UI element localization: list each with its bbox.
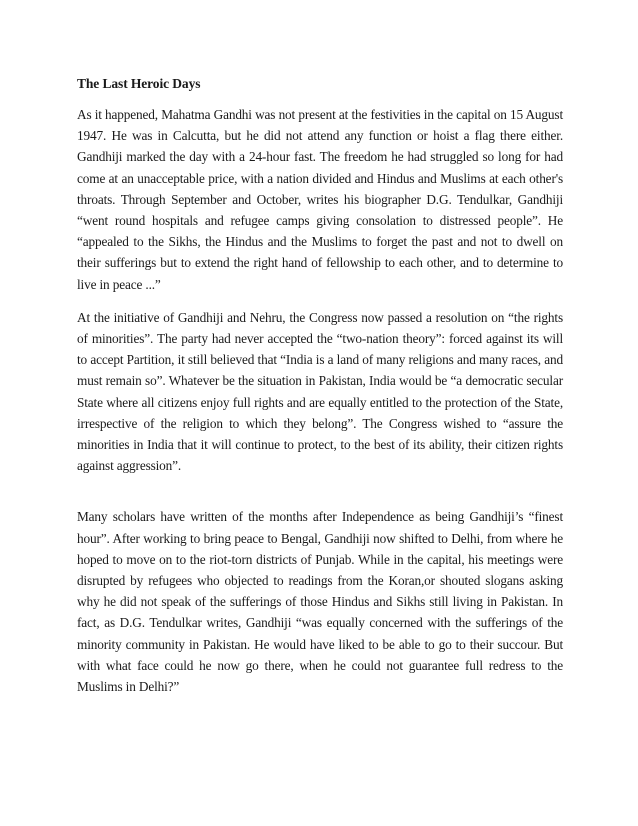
document-page <box>77 74 563 697</box>
paragraph-1: As it happened, Mahatma Gandhi was not present at the festivities in the capital on 15 August 1947. He was in Calcutta, but he did not attend any function or hoist a flag there either. Gandhiji marked the day with a 24-hour fast. The freedom he had struggled so long for had come at an unacceptable price, with a nation divided and Hindus and Muslims at each other's throats. Through September and October, writes his biographer D.G. Tendulkar, Gandhiji “went round hospitals and refugee camps giving consolation to distressed people”. He “appealed to the Sikhs, the Hindus and the Muslims to forget the past and not to dwell on their sufferings but to extend the right hand of fellowship to each other, and to determine to live in peace ...” <box>77 107 563 292</box>
paragraph-2: At the initiative of Gandhiji and Nehru, the Congress now passed a resolution on “the rights of minorities”. The party had never accepted the “two-nation theory”: forced against its will to accept Partition, it still believed that “India is a land of many religions and many races, and must remain so”. Whatever be the situation in Pakistan, India would be “a democratic secular State where all citizens enjoy full rights and are equally entitled to the protection of the State, irrespective of the religion to which they belong”. The Congress wished to “assure the minorities in India that it will continue to protect, to the best of its ability, their citizen rights against aggression”. <box>77 309 563 474</box>
paragraph-3: Many scholars have written of the months after Independence as being Gandhiji’s “finest hour”. After working to bring peace to Bengal, Gandhiji now shifted to Delhi, from where he hoped to move on to the riot-torn districts of Punjab. While in the capital, his meetings were disrupted by refugees who objected to readings from the Koran,or shouted slogans asking why he did not speak of the sufferings of those Hindus and Sikhs still living in Pakistan. In fact, as D.G. Tendulkar writes, Gandhiji “was equally concerned with the sufferings of the minority community in Pakistan. He would have liked to be able to go to their succour. But with what face could he now go there, when he could not guarantee full redress to the Muslims in Delhi?” <box>77 509 563 695</box>
section-heading: The Last Heroic Days <box>77 76 201 91</box>
